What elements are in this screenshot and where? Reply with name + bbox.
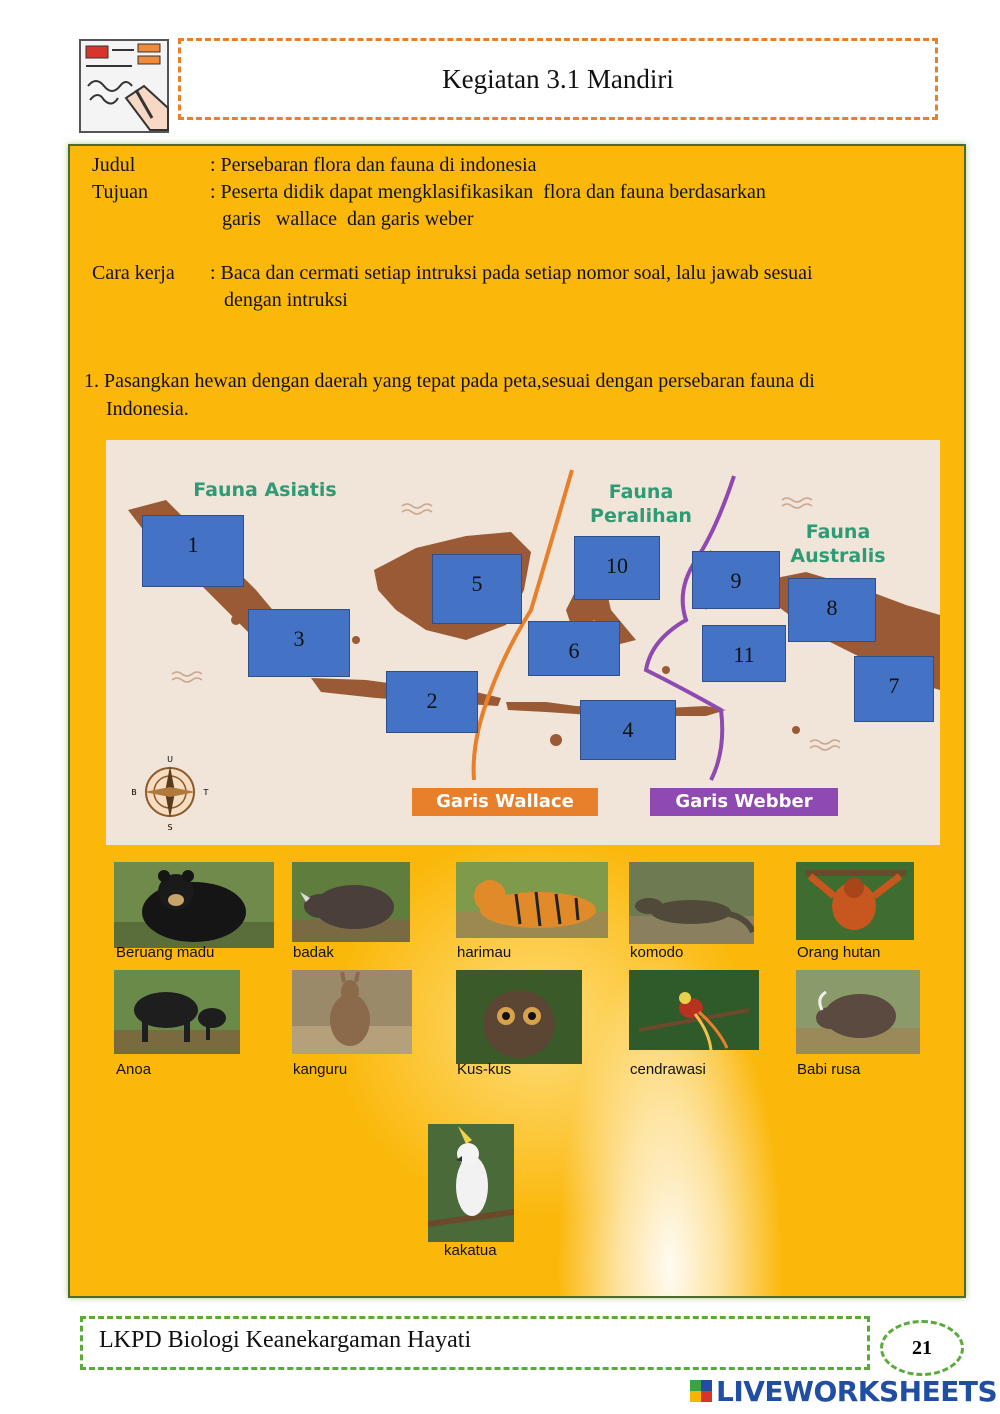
compass-north: U — [167, 755, 173, 764]
compass-west: B — [131, 788, 137, 797]
judul-label: Judul — [92, 154, 136, 176]
animal-label: kanguru — [293, 1061, 348, 1078]
brand-watermark — [690, 1374, 998, 1408]
compass-south: S — [167, 823, 173, 832]
webber-line-label: Garis Webber — [650, 788, 838, 816]
wallace-line-label: Garis Wallace — [412, 788, 598, 816]
region-australis-label: Fauna Australis — [790, 521, 886, 567]
badak-image — [292, 862, 410, 942]
komodo-image — [629, 862, 754, 944]
animal-label: Kus-kus — [457, 1061, 512, 1078]
animal-label: kakatua — [444, 1242, 497, 1259]
animal-label: Orang hutan — [797, 944, 881, 961]
kus-kus-image — [456, 970, 582, 1064]
drop-box-3[interactable]: 3 — [248, 609, 350, 677]
babi-rusa-image — [796, 970, 920, 1054]
animal-label: Anoa — [116, 1061, 152, 1078]
kakatua-image — [428, 1124, 514, 1242]
animal-card-kakatua[interactable] — [428, 1124, 514, 1242]
tujuan-label: Tujuan — [92, 181, 148, 203]
harimau-image — [456, 862, 608, 938]
animal-card-beruang-madu[interactable] — [114, 862, 274, 948]
animal-card-kanguru[interactable] — [292, 970, 412, 1054]
drop-box-8[interactable]: 8 — [788, 578, 876, 642]
compass-east: T — [203, 788, 209, 797]
beruang-madu-image — [114, 862, 274, 948]
orang-hutan-image — [796, 862, 914, 940]
animal-card-komodo[interactable] — [629, 862, 754, 944]
indonesia-map — [106, 440, 940, 845]
writing-hand-icon — [78, 38, 170, 134]
drop-box-11[interactable]: 11 — [702, 625, 786, 682]
drop-box-7[interactable]: 7 — [854, 656, 934, 722]
anoa-image — [114, 970, 240, 1054]
drop-box-9[interactable]: 9 — [692, 551, 780, 609]
drop-box-4[interactable]: 4 — [580, 700, 676, 760]
animal-card-badak[interactable] — [292, 862, 410, 942]
animal-label: badak — [293, 944, 334, 961]
animal-card-orang-hutan[interactable] — [796, 862, 914, 940]
brand-name: LIVEWORKSHEETS — [716, 1374, 998, 1408]
region-asiatis-label: Fauna Asiatis — [193, 479, 337, 501]
liveworksheets-logo-icon — [690, 1380, 712, 1402]
animal-label: Babi rusa — [797, 1061, 861, 1078]
compass-icon — [131, 755, 208, 832]
tujuan-value: : Peserta didik dapat mengklasifikasikan flora dan fauna berdasarkan — [210, 181, 766, 203]
animal-label: harimau — [457, 944, 512, 961]
region-peralihan-label: Fauna Peralihan — [590, 481, 692, 527]
animal-card-kus-kus[interactable] — [456, 970, 582, 1064]
page-title: Kegiatan 3.1 Mandiri — [178, 38, 938, 120]
cara-kerja-value-cont: dengan intruksi — [224, 289, 348, 311]
cara-kerja-label: Cara kerja — [92, 262, 175, 284]
animal-label: Beruang madu — [116, 944, 215, 961]
question-text-cont: Indonesia. — [106, 398, 189, 420]
drop-box-10[interactable]: 10 — [574, 536, 660, 600]
animal-card-babi-rusa[interactable] — [796, 970, 920, 1054]
question-text: 1. Pasangkan hewan dengan daerah yang tepat pada peta,sesuai dengan persebaran fauna di — [84, 370, 815, 392]
tujuan-value-cont: garis wallace dan garis weber — [222, 208, 474, 230]
drop-box-1[interactable]: 1 — [142, 515, 244, 587]
kanguru-image — [292, 970, 412, 1054]
animal-card-cendrawasi[interactable] — [629, 970, 759, 1050]
drop-box-2[interactable]: 2 — [386, 671, 478, 733]
cara-kerja-value: : Baca dan cermati setiap intruksi pada setiap nomor soal, lalu jawab sesuai — [210, 262, 813, 284]
animal-label: cendrawasi — [630, 1061, 706, 1078]
footer-title: LKPD Biologi Keanekargaman Hayati — [80, 1316, 870, 1370]
animal-label: komodo — [630, 944, 684, 961]
animal-card-anoa[interactable] — [114, 970, 240, 1054]
page-number: 21 — [880, 1320, 964, 1376]
judul-value: : Persebaran flora dan fauna di indonesia — [210, 154, 537, 176]
drop-box-6[interactable]: 6 — [528, 621, 620, 676]
drop-box-5[interactable]: 5 — [432, 554, 522, 624]
animal-card-harimau[interactable] — [456, 862, 608, 938]
cendrawasi-image — [629, 970, 759, 1050]
